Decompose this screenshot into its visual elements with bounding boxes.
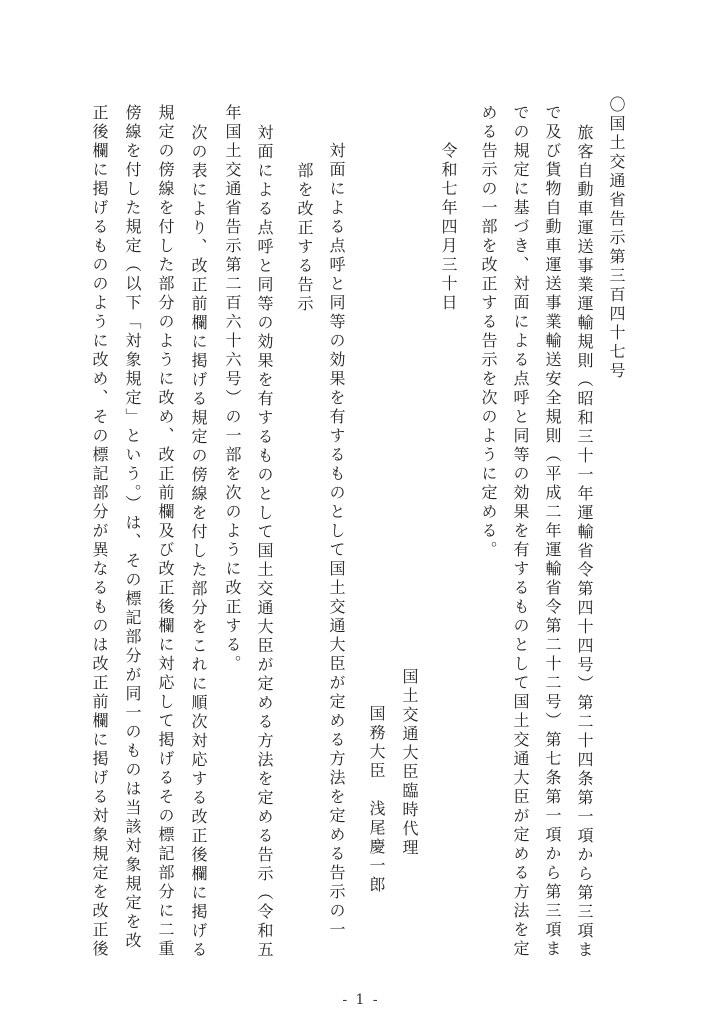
- amendment-title-line: 対面による点呼と同等の効果を有するものとして国土交通大臣が定める方法を定める告示の一: [327, 142, 346, 940]
- notice-number: 〇国土交通省告示第三百四十七号: [607, 96, 626, 381]
- body-line: 次の表により、改正前欄に掲げる規定の傍線を付した部分をこれに順次対応する改正後欄に掲げる: [189, 124, 208, 960]
- preamble-line: める告示の一部を改正する告示を次のように定める。: [479, 104, 498, 560]
- body-line: 規定の傍線を付した部分のように改め、改正前欄及び改正後欄に対応して掲げるその標記部分に二重: [156, 104, 175, 959]
- body-line: 年国土交通省告示第二百六十六号）の一部を次のように改正する。: [223, 104, 242, 674]
- page-number: - 1 -: [342, 992, 380, 1008]
- preamble-line: で及び貨物自動車運送事業輸送安全規則（平成二年運輸省令第二十二号）第七条第一項から第三項ま: [543, 104, 562, 959]
- body-line: 正後欄に掲げるもののように改め、その標記部分が異なるものは改正前欄に掲げる対象規定を改正後: [90, 104, 109, 959]
- preamble-line: での規定に基づき、対面による点呼と同等の効果を有するものとして国土交通大臣が定める方法を定: [511, 104, 530, 959]
- signatory-name: 国務大臣 浅尾慶一郎: [367, 705, 386, 895]
- signatory-title: 国土交通大臣臨時代理: [400, 668, 419, 858]
- issue-date: 令和七年四月三十日: [439, 142, 458, 313]
- amendment-title-line: 部を改正する告示: [295, 162, 314, 314]
- body-line: 傍線を付した規定（以下「対象規定」という。）は、その標記部分が同一のものは当該対象規定を改: [123, 104, 142, 951]
- preamble-line: 旅客自動車運送事業運輸規則（昭和三十一年運輸省令第四十四号）第二十四条第一項から第三項ま: [575, 124, 594, 960]
- body-line: 対面による点呼と同等の効果を有するものとして国土交通大臣が定める方法を定める告示（令和五: [255, 124, 274, 960]
